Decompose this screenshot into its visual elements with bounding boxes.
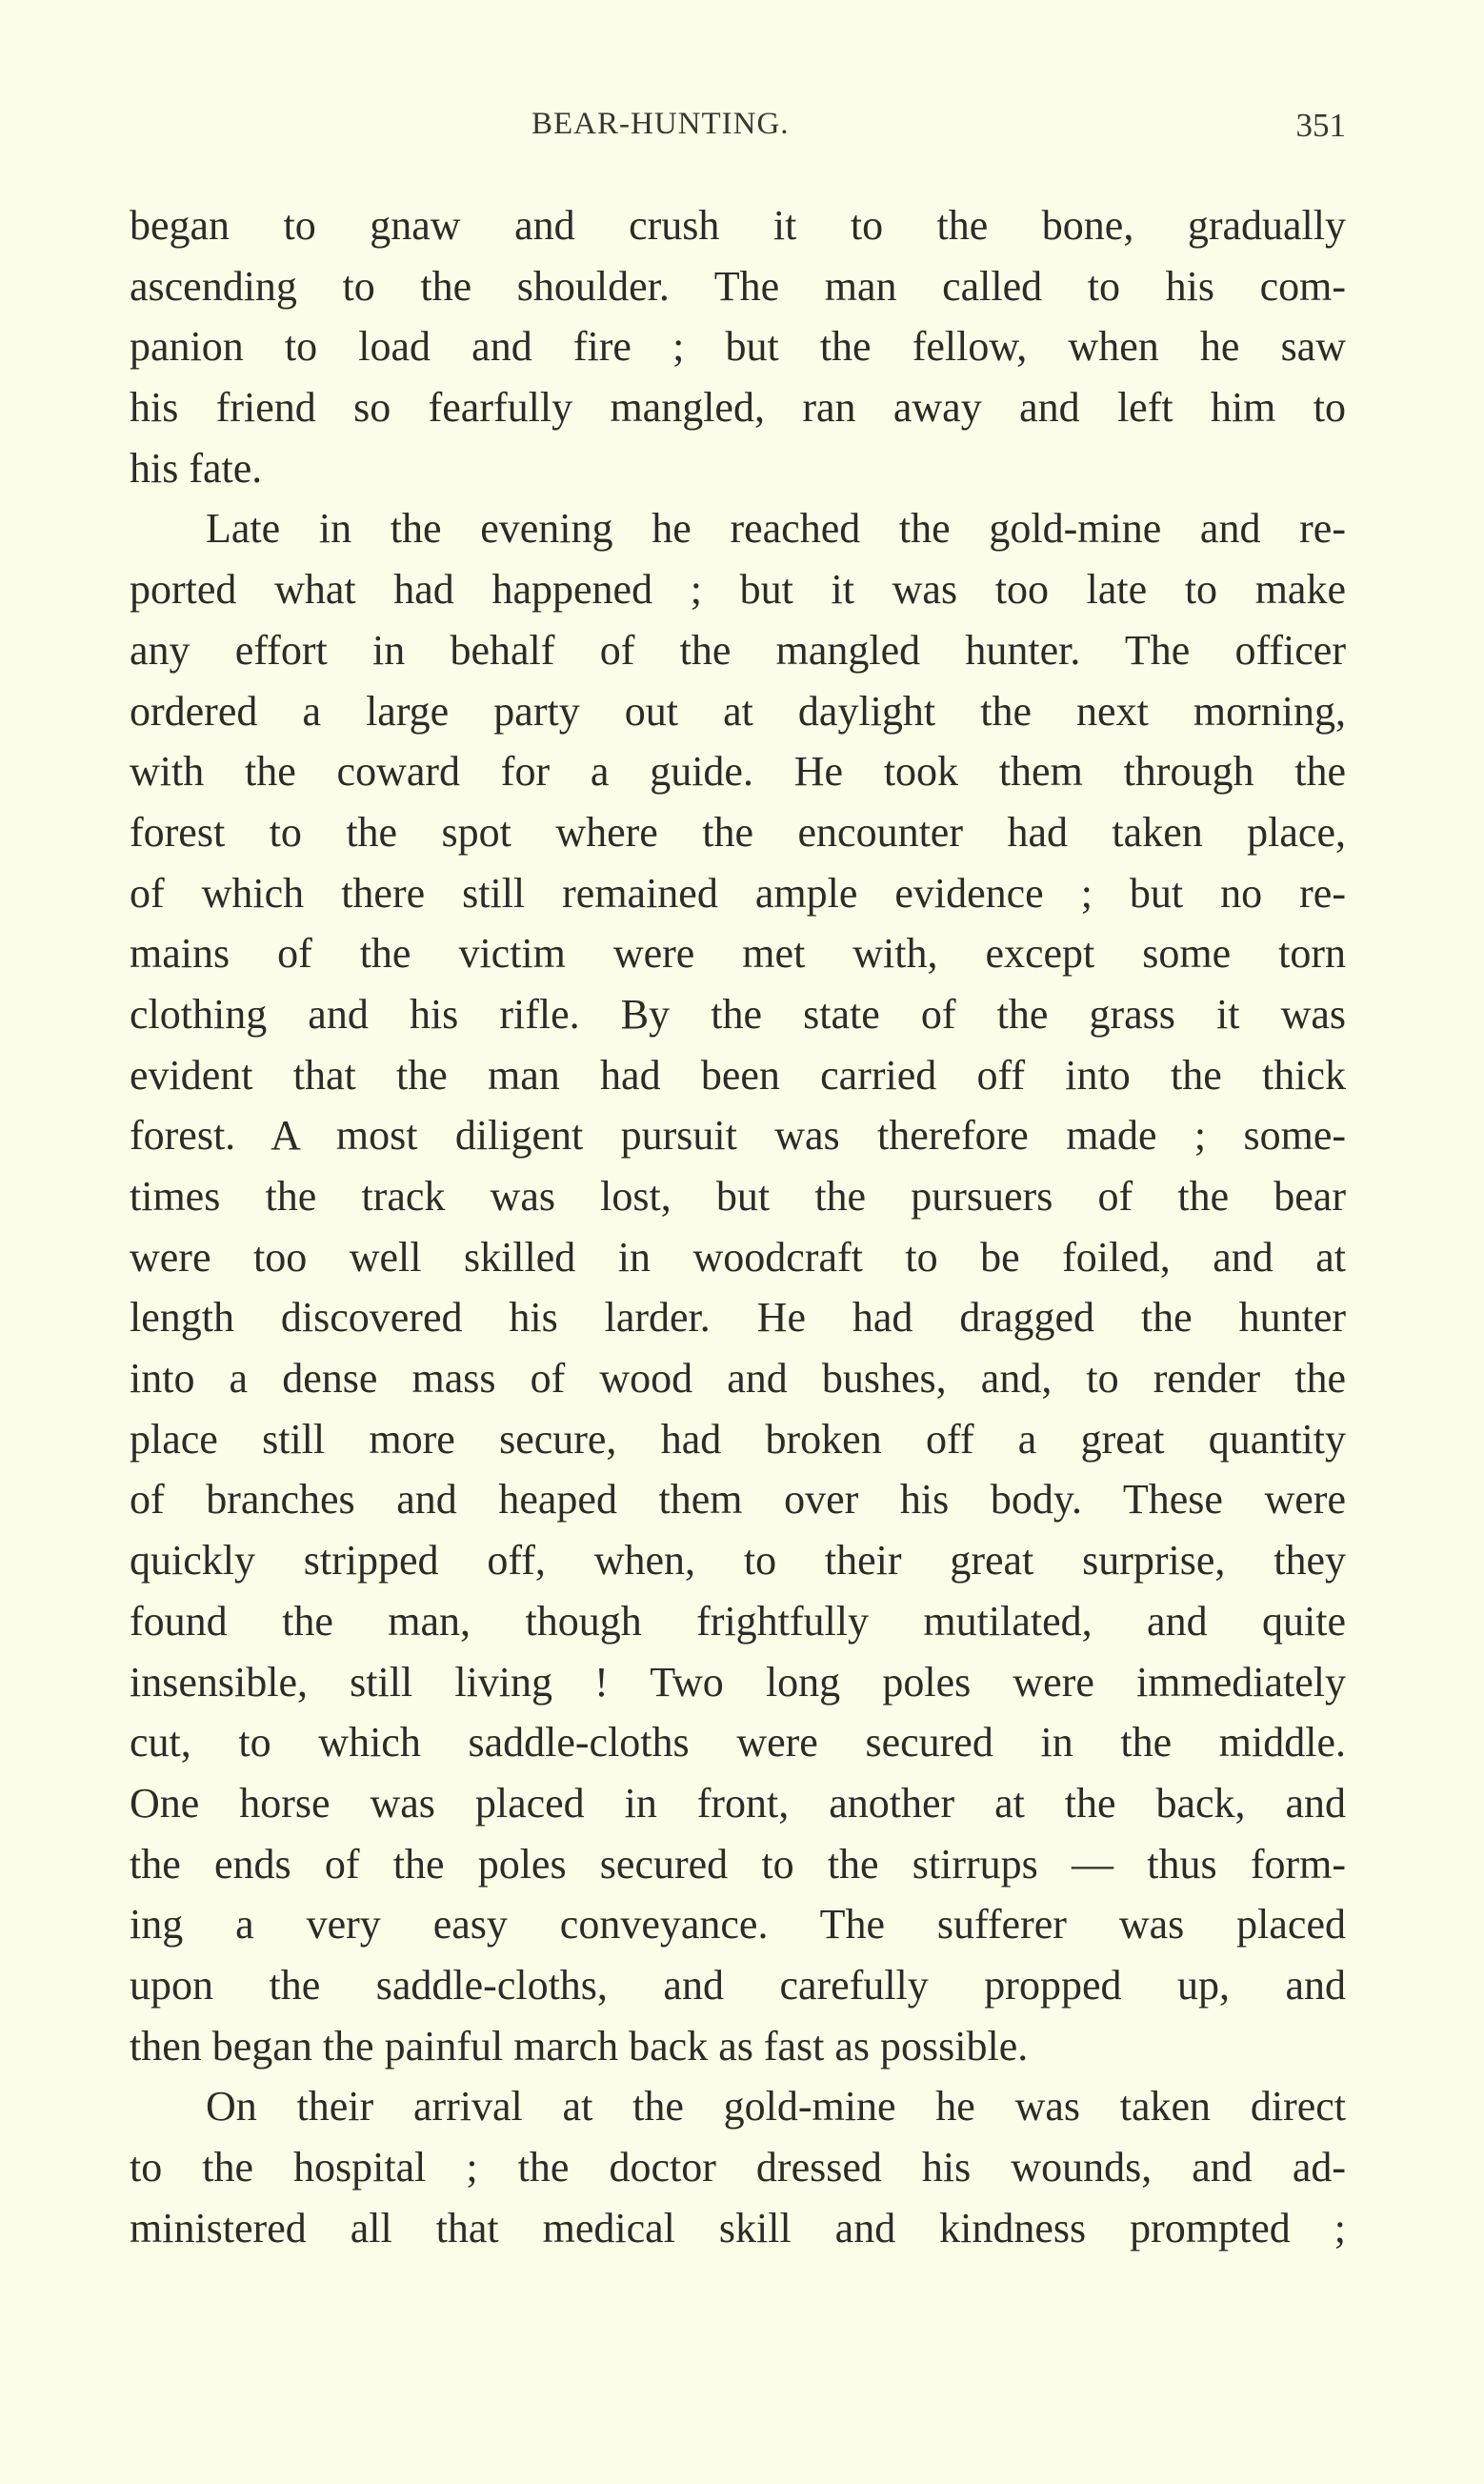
text-line: his friend so fearfully mangled, ran away and left him to bbox=[130, 384, 1346, 432]
text-line: of which there still remained ample evidence ; but no re- bbox=[130, 869, 1346, 917]
text-line: then began the painful march back as fast as possible. bbox=[130, 2022, 1029, 2070]
text-line: any effort in behalf of the mangled hunter. The officer bbox=[130, 626, 1346, 674]
text-line: ministered all that medical skill and kindness prompted ; bbox=[130, 2204, 1346, 2252]
text-line: mains of the victim were met with, except some torn bbox=[130, 930, 1346, 978]
text-line: On their arrival at the gold-mine he was taken direct bbox=[206, 2083, 1346, 2131]
paragraph bbox=[130, 195, 1346, 498]
text-line: evident that the man had been carried off into the thick bbox=[130, 1051, 1346, 1099]
text-line: were too well skilled in woodcraft to be foiled, and at bbox=[130, 1233, 1346, 1281]
running-head: BEAR-HUNTING. bbox=[531, 107, 790, 141]
text-line: of branches and heaped them over his body. These were bbox=[130, 1476, 1346, 1524]
text-line: upon the saddle-cloths, and carefully propped up, and bbox=[130, 1961, 1346, 2009]
text-line: place still more secure, had broken off a great quantity bbox=[130, 1415, 1346, 1463]
text-line: the ends of the poles secured to the stirrups — thus form- bbox=[130, 1840, 1346, 1888]
text-line: his fate. bbox=[130, 444, 263, 492]
paragraph bbox=[130, 2076, 1346, 2258]
text-line: insensible, still living ! Two long poles were immediately bbox=[130, 1658, 1346, 1706]
text-line: clothing and his rifle. By the state of the grass it was bbox=[130, 990, 1346, 1038]
text-line: ascending to the shoulder. The man called to his com- bbox=[130, 262, 1346, 310]
text-line: found the man, though frightfully mutilated, and quite bbox=[130, 1597, 1346, 1645]
text-line: forest to the spot where the encounter had taken place, bbox=[130, 808, 1346, 856]
paragraph bbox=[130, 498, 1346, 2076]
text-line: length discovered his larder. He had dragged the hunter bbox=[130, 1294, 1346, 1342]
text-line: ordered a large party out at daylight the next morning, bbox=[130, 687, 1346, 735]
text-line: ported what had happened ; but it was too late to make bbox=[130, 566, 1346, 614]
text-line: forest. A most diligent pursuit was therefore made ; some- bbox=[130, 1112, 1346, 1160]
text-line: times the track was lost, but the pursuers of the bear bbox=[130, 1173, 1346, 1220]
text-line: into a dense mass of wood and bushes, and, to render the bbox=[130, 1355, 1346, 1403]
text-line: quickly stripped off, when, to their great surprise, they bbox=[130, 1537, 1346, 1585]
text-line: began to gnaw and crush it to the bone, gradually bbox=[130, 202, 1346, 249]
text-line: cut, to which saddle-cloths were secured in the middle. bbox=[130, 1719, 1346, 1767]
text-line: to the hospital ; the doctor dressed his wounds, and ad- bbox=[130, 2144, 1346, 2191]
page-header bbox=[130, 107, 1346, 154]
page-number: 351 bbox=[1295, 107, 1346, 144]
body-text bbox=[130, 195, 1346, 2258]
text-line: with the coward for a guide. He took them through the bbox=[130, 748, 1346, 796]
text-line: ing a very easy conveyance. The sufferer was placed bbox=[130, 1901, 1346, 1949]
text-line: panion to load and fire ; but the fellow, when he saw bbox=[130, 323, 1346, 371]
text-line: Late in the evening he reached the gold-mine and re- bbox=[206, 505, 1346, 553]
text-line: One horse was placed in front, another at the back, and bbox=[130, 1779, 1346, 1827]
